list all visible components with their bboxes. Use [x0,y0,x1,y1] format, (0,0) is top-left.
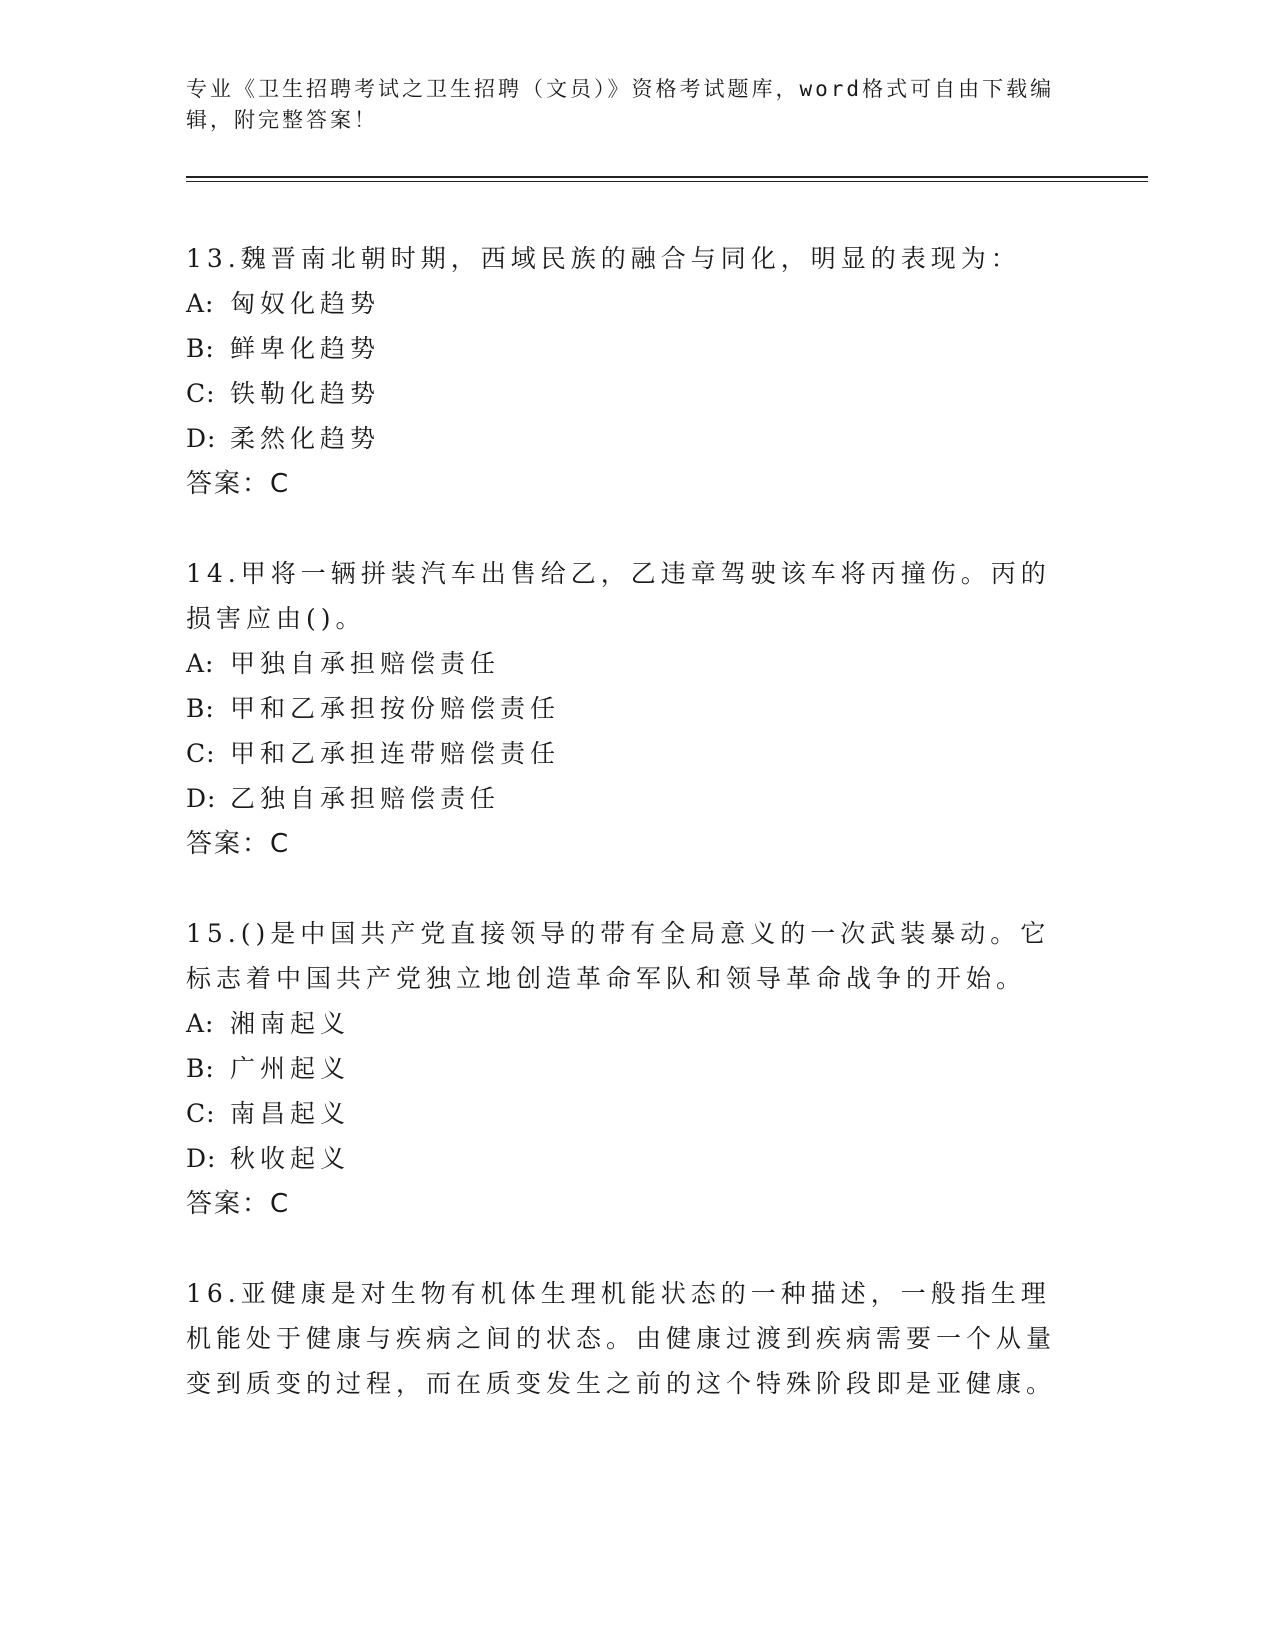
option-a [186,641,1066,686]
option-text: 广州起义 [230,1054,351,1083]
option-text: 柔然化趋势 [230,424,381,453]
option-key: D: [186,424,217,453]
option-text: 秋收起义 [230,1144,351,1173]
question-text: 16.亚健康是对生物有机体生理机能状态的一种描述，一般指生理机能处于健康与疾病之间的状态。由健康过渡到疾病需要一个从量变到质变的过程，而在质变发生之前的这个特殊阶段即是亚健康。 [186,1279,1057,1398]
option-b [186,686,1066,731]
intro-text: 专业《卫生招聘考试之卫生招聘（文员）》资格考试题库，word格式可自由下载编辑，附完整答案！ [186,77,1055,132]
option-key: B: [186,1054,215,1083]
option-text: 甲独自承担赔偿责任 [230,649,501,678]
question-text: 14.甲将一辆拼装汽车出售给乙，乙违章驾驶该车将丙撞伤。丙的损害应由()。 [186,559,1051,633]
option-key: D: [186,784,217,813]
option-key: D: [186,1144,217,1173]
option-text: 乙独自承担赔偿责任 [230,784,501,813]
option-c [186,731,1066,776]
answer-line: 答案：C [186,1189,291,1219]
header-divider-thin [186,181,1148,182]
option-key: A: [186,289,215,318]
option-text: 匈奴化趋势 [230,289,381,318]
option-c [186,1091,1066,1136]
option-text: 南昌起义 [230,1099,351,1128]
option-key: C: [186,739,216,768]
question-15 [186,911,1066,1227]
question-14 [186,551,1066,867]
option-b [186,326,1066,371]
option-key: B: [186,334,215,363]
option-key: C: [186,1099,216,1128]
option-d [186,1136,1066,1181]
question-13 [186,236,1066,507]
option-text: 甲和乙承担连带赔偿责任 [230,739,561,768]
option-key: A: [186,649,215,678]
option-d [186,776,1066,821]
answer-line: 答案：C [186,469,291,499]
option-key: C: [186,379,216,408]
question-list [186,236,1066,1450]
option-d [186,416,1066,461]
option-b [186,1046,1066,1091]
answer-line: 答案：C [186,829,291,859]
option-text: 鲜卑化趋势 [230,334,381,363]
option-a [186,281,1066,326]
option-key: B: [186,694,215,723]
option-text: 铁勒化趋势 [230,379,381,408]
option-a [186,1001,1066,1046]
option-c [186,371,1066,416]
option-key: A: [186,1009,215,1038]
option-text: 湘南起义 [230,1009,351,1038]
question-16 [186,1271,1066,1406]
header-divider [186,176,1148,178]
question-text: 13.魏晋南北朝时期，西域民族的融合与同化，明显的表现为： [186,244,1021,273]
question-text: 15.()是中国共产党直接领导的带有全局意义的一次武装暴动。它标志着中国共产党独立地创造革命军队和领导革命战争的开始。 [186,919,1051,993]
option-text: 甲和乙承担按份赔偿责任 [230,694,561,723]
